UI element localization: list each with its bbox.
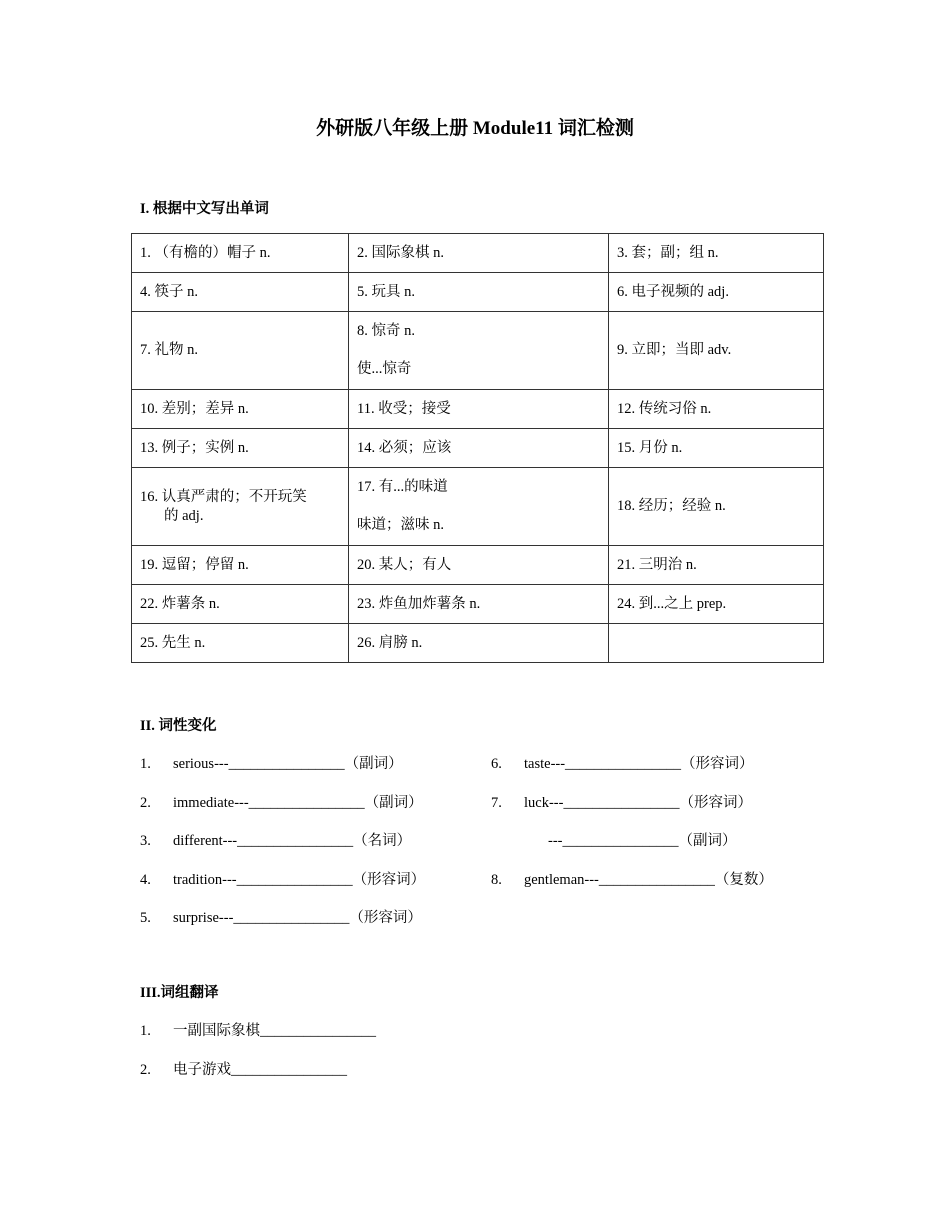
table-cell: 5. 玩具 n.	[349, 273, 609, 312]
table-cell: 23. 炸鱼加炸薯条 n.	[349, 585, 609, 624]
list-item: 6. taste---________________（形容词）	[491, 756, 754, 772]
table-cell: 4. 筷子 n.	[132, 273, 349, 312]
list-item: 1. serious---________________（副词）	[140, 756, 403, 772]
table-row	[132, 429, 824, 468]
table-row	[132, 468, 824, 546]
table-cell: 12. 传统习俗 n.	[609, 390, 824, 429]
table-row	[132, 624, 824, 663]
table-cell: 10. 差别；差异 n.	[132, 390, 349, 429]
table-cell: 11. 收受；接受	[349, 390, 609, 429]
list-item: ---________________（副词）	[548, 833, 737, 849]
table-cell: 7. 礼物 n.	[132, 312, 349, 390]
table-cell	[132, 468, 349, 546]
table-cell: 1. （有檐的）帽子 n.	[132, 234, 349, 273]
table-row	[132, 585, 824, 624]
table-row	[132, 546, 824, 585]
table-cell: 3. 套；副；组 n.	[609, 234, 824, 273]
table-cell	[349, 312, 609, 390]
table-cell: 15. 月份 n.	[609, 429, 824, 468]
table-cell	[609, 624, 824, 663]
table-cell: 21. 三明治 n.	[609, 546, 824, 585]
section-2-heading: II. 词性变化	[140, 718, 217, 734]
section-1-heading: I. 根据中文写出单词	[140, 201, 269, 217]
table-cell: 20. 某人；有人	[349, 546, 609, 585]
list-item: 5. surprise---________________（形容词）	[140, 910, 422, 926]
table-cell: 14. 必须；应该	[349, 429, 609, 468]
table-cell: 9. 立即；当即 adv.	[609, 312, 824, 390]
cell-line: 味道；滋味 n.	[357, 517, 444, 533]
table-row	[132, 234, 824, 273]
section-3-heading: III.词组翻译	[140, 985, 219, 1001]
list-item: 8. gentleman---________________（复数）	[491, 872, 773, 888]
table-cell: 18. 经历；经验 n.	[609, 468, 824, 546]
table-cell: 25. 先生 n.	[132, 624, 349, 663]
table-cell: 2. 国际象棋 n.	[349, 234, 609, 273]
table-cell: 22. 炸薯条 n.	[132, 585, 349, 624]
list-item: 2. 电子游戏________________	[140, 1062, 347, 1078]
table-cell: 13. 例子；实例 n.	[132, 429, 349, 468]
table-cell: 24. 到...之上 prep.	[609, 585, 824, 624]
table-row	[132, 390, 824, 429]
cell-line: 使...惊奇	[357, 361, 412, 377]
table-row	[132, 312, 824, 390]
table-row	[132, 273, 824, 312]
list-item: 1. 一副国际象棋________________	[140, 1023, 376, 1039]
cell-line: 16. 认真严肃的；不开玩笑 的 adj.	[140, 488, 307, 524]
list-item: 4. tradition---________________（形容词）	[140, 872, 426, 888]
vocab-table	[131, 233, 824, 663]
list-item: 3. different---________________（名词）	[140, 833, 412, 849]
page-title: 外研版八年级上册 Module11 词汇检测	[316, 118, 634, 139]
table-cell: 6. 电子视频的 adj.	[609, 273, 824, 312]
table-cell	[349, 468, 609, 546]
table-cell: 19. 逗留；停留 n.	[132, 546, 349, 585]
cell-line: 8. 惊奇 n.	[357, 323, 415, 339]
cell-line: 17. 有...的味道	[357, 479, 448, 495]
list-item: 7. luck---________________（形容词）	[491, 795, 752, 811]
table-cell: 26. 肩膀 n.	[349, 624, 609, 663]
list-item: 2. immediate---________________（副词）	[140, 795, 423, 811]
